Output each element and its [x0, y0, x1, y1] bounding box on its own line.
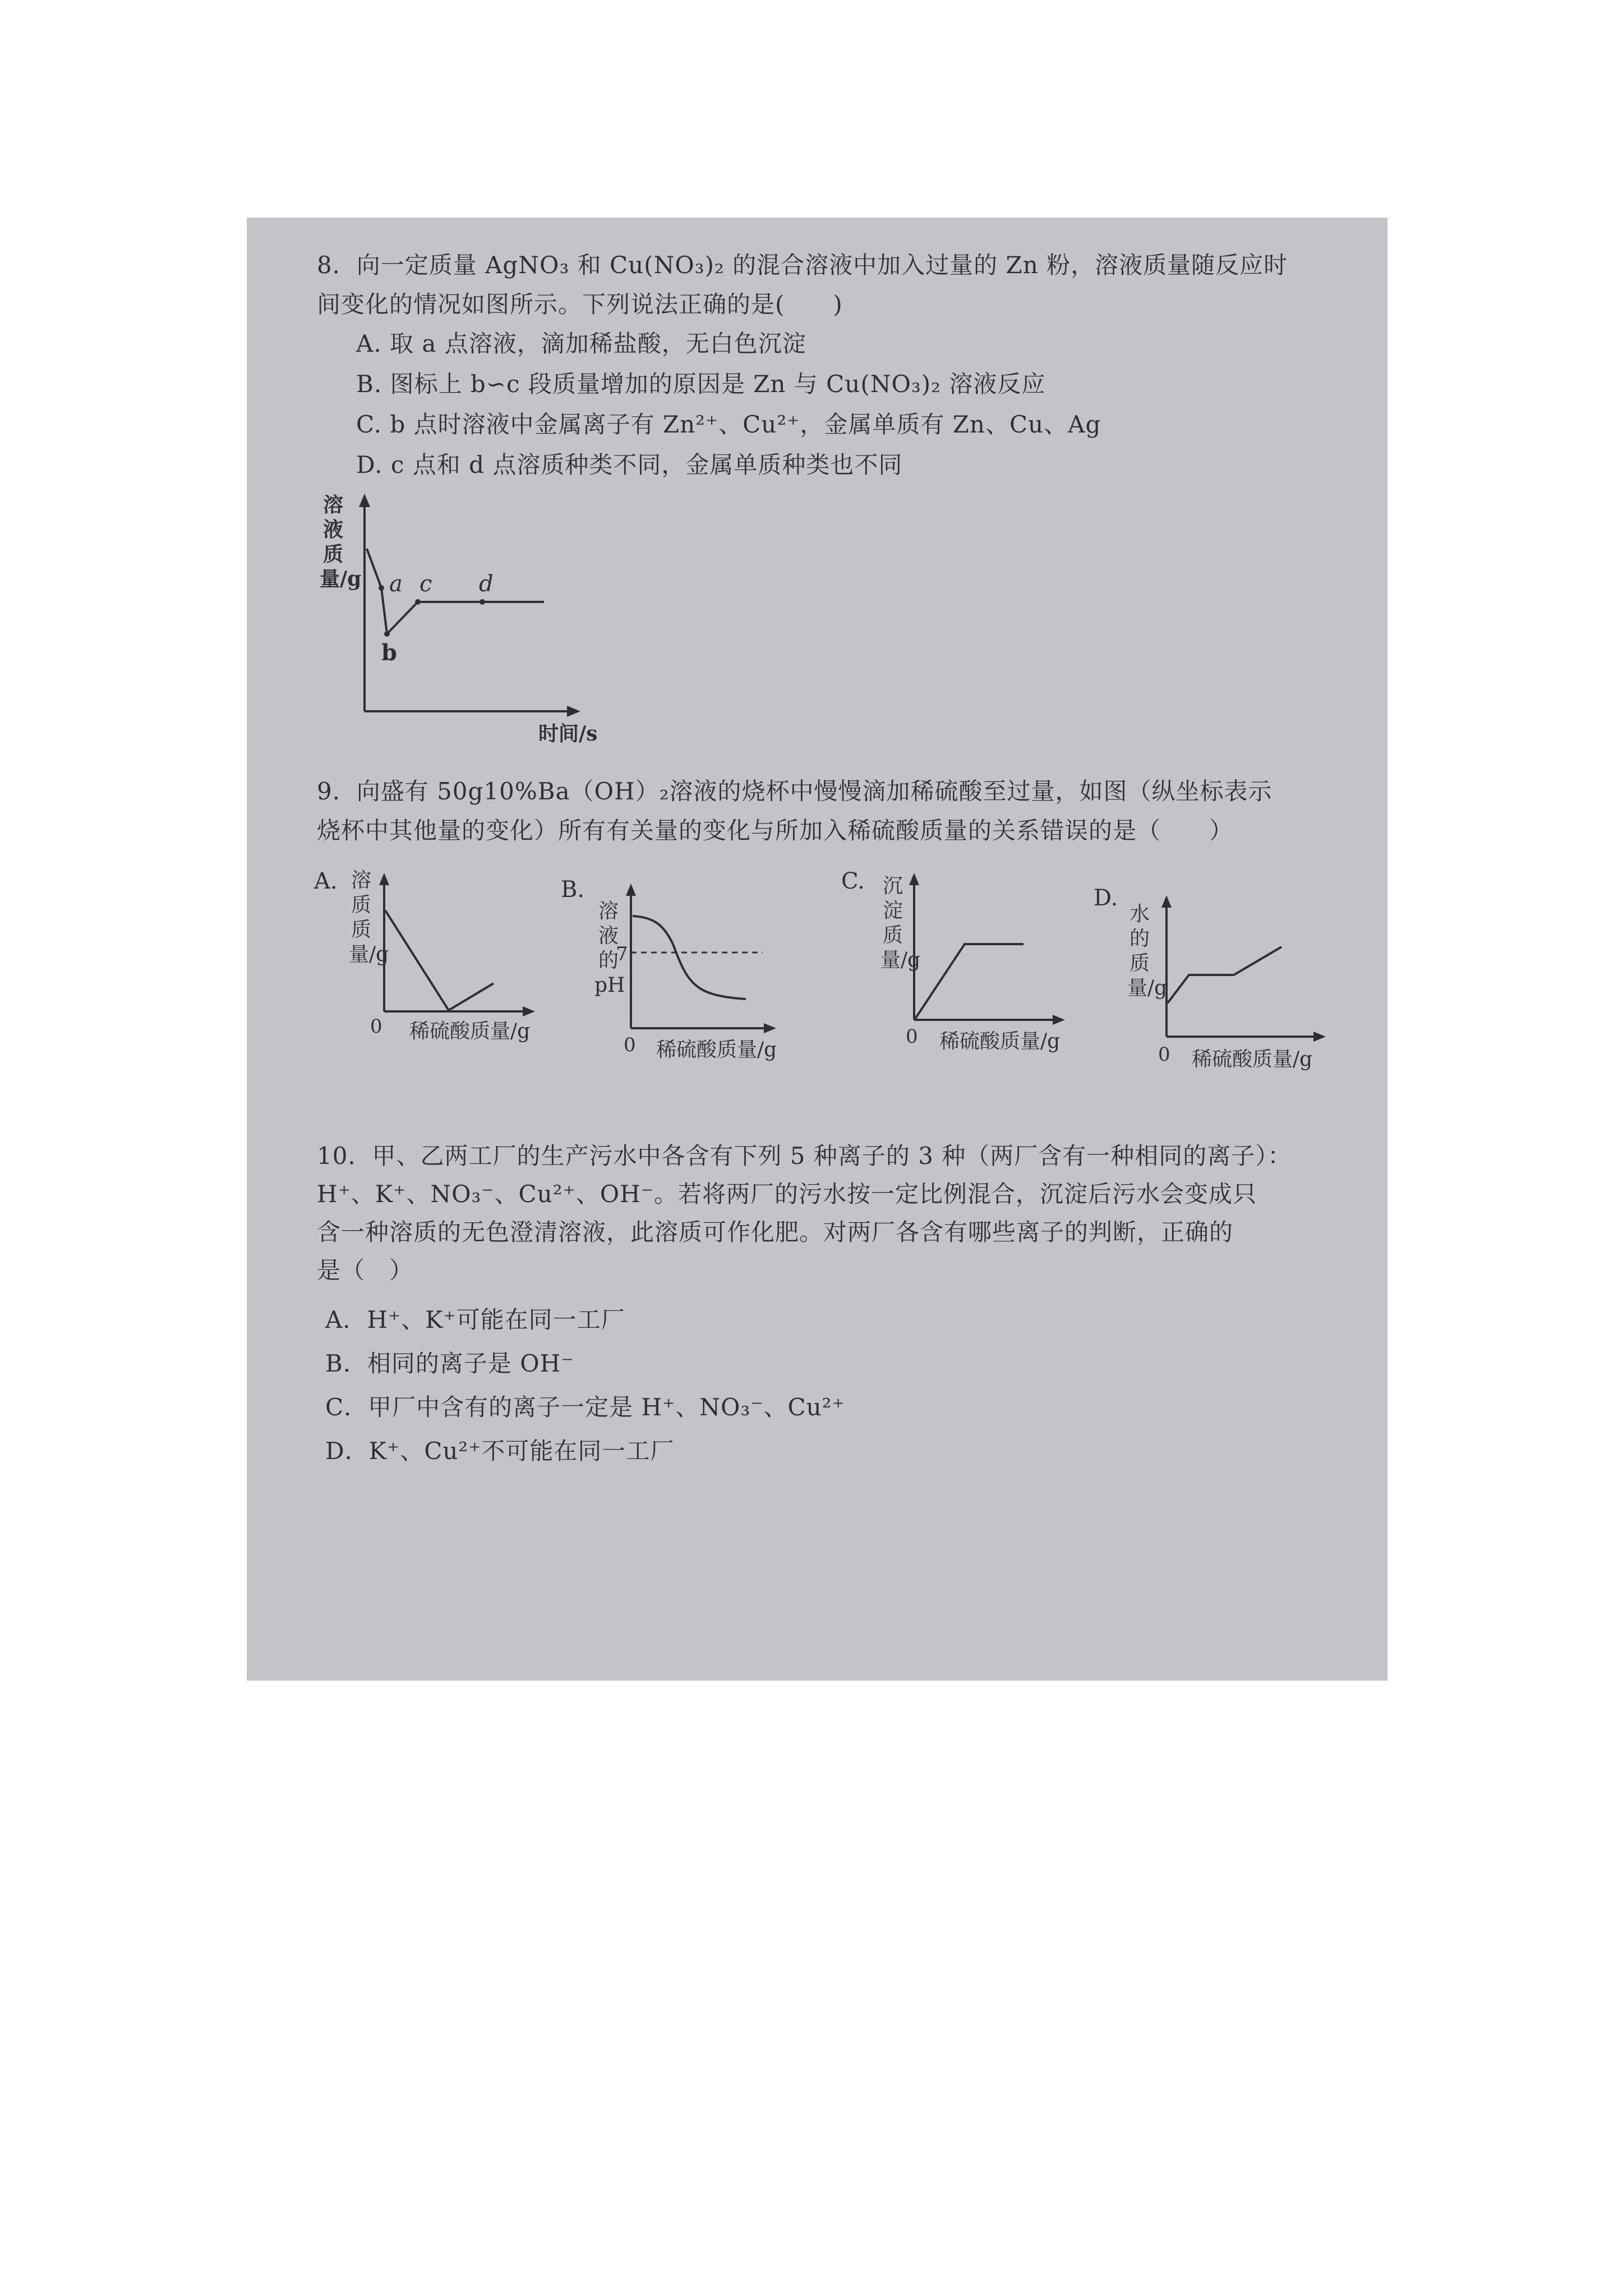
q8-graph-plot	[320, 487, 611, 745]
q9-graph-d-xlabel: 稀硫酸质量/g	[1192, 1048, 1313, 1071]
q10-stem-line1: 10．甲、乙两工厂的生产污水中各含有下列 5 种离子的 3 种（两厂含有一种相同的离子）：	[317, 1142, 1292, 1170]
q9-graph-c-curve	[915, 944, 1023, 1019]
q9-graph-b-ylabel: 溶液的pH	[594, 900, 625, 997]
q8-graph-xlabel: 时间/s	[538, 722, 598, 746]
q9-graph-b-curve	[633, 916, 746, 999]
q9-graph-c-xlabel: 稀硫酸质量/g	[939, 1030, 1061, 1053]
q8-y-arrow	[359, 494, 370, 507]
q9-graph-b-xlabel: 稀硫酸质量/g	[656, 1038, 777, 1061]
q10-option-d: D．K⁺、Cu²⁺不可能在同一工厂	[325, 1437, 675, 1465]
q8-option-b: B. 图标上 b∽c 段质量增加的原因是 Zn 与 Cu(NO₃)₂ 溶液反应	[356, 370, 1046, 398]
q10-stem-line3: 含一种溶质的无色澄清溶液，此溶质可作化肥。对两厂各含有哪些离子的判断，正确的	[317, 1218, 1234, 1246]
q8-x-arrow	[567, 706, 580, 717]
q8-label-c: c	[419, 571, 432, 597]
q9-graph-c-letter: C.	[841, 868, 865, 894]
q9-graph-a-letter: A.	[314, 868, 338, 894]
q9-stem-line1: 9．向盛有 50g10%Ba（OH）₂溶液的烧杯中慢慢滴加稀硫酸至过量，如图（纵坐标表示	[317, 777, 1272, 805]
q8-point-a	[379, 585, 384, 591]
q10-option-c: C．甲厂中含有的离子一定是 H⁺、NO₃⁻、Cu²⁺	[325, 1393, 845, 1421]
q8-point-d	[479, 599, 485, 605]
q8-option-d: D. c 点和 d 点溶质种类不同，金属单质种类也不同	[356, 451, 903, 478]
q8-graph-ylabel: 溶液质量/g	[320, 493, 362, 591]
q8-stem-line1: 8．向一定质量 AgNO₃ 和 Cu(NO₃)₂ 的混合溶液中加入过量的 Zn 粉，溶液质量随反应时	[317, 251, 1288, 279]
q9-graph-a-ylabel: 溶质质量/g	[349, 869, 389, 966]
q8-graph	[320, 487, 611, 745]
q9-graph-a-xlabel: 稀硫酸质量/g	[409, 1020, 531, 1043]
q9-stem-line2: 烧杯中其他量的变化）所有有关量的变化与所加入稀硫酸质量的关系错误的是（ ）	[317, 817, 1234, 844]
q8-label-d: d	[479, 571, 494, 597]
q9-graph-a-origin: 0	[370, 1015, 382, 1038]
q10-option-b: B．相同的离子是 OH⁻	[325, 1350, 574, 1377]
q9-graph-d-curve	[1168, 947, 1281, 1003]
q9-graph-d-letter: D.	[1094, 885, 1118, 911]
q9-graph-d-ylabel: 水的质量/g	[1127, 903, 1168, 1000]
q8-point-c	[415, 599, 421, 605]
q9-graph-b-ref-value: 7	[616, 943, 628, 965]
q10-option-a: A．H⁺、K⁺可能在同一工厂	[325, 1306, 625, 1333]
q9-graph-b	[561, 877, 796, 1068]
q8-label-b: b	[381, 639, 397, 666]
q8-label-a: a	[389, 571, 403, 597]
q8-point-b	[384, 631, 390, 637]
q9-graph-d	[1094, 885, 1340, 1076]
q9-graph-b-letter: B.	[561, 877, 585, 903]
q9-graph-c-ylabel: 沉淀质量/g	[880, 875, 921, 972]
q9-graph-a	[314, 868, 550, 1053]
q8-option-c: C. b 点时溶液中金属离子有 Zn²⁺、Cu²⁺，金属单质有 Zn、Cu、Ag	[356, 411, 1101, 438]
q9-graph-c-origin: 0	[906, 1025, 918, 1048]
q9-graph-b-origin: 0	[624, 1034, 636, 1056]
q9-graph-a-curve	[385, 910, 494, 1010]
q9-graph-c	[841, 868, 1077, 1053]
q8-stem-line2: 间变化的情况如图所示。下列说法正确的是( )	[317, 291, 843, 318]
q8-option-a: A. 取 a 点溶液，滴加稀盐酸，无白色沉淀	[356, 330, 806, 357]
q9-graph-d-origin: 0	[1158, 1043, 1170, 1066]
q10-stem-line4: 是（ ）	[317, 1257, 414, 1284]
exam-sheet	[247, 218, 1387, 1681]
q10-stem-line2: H⁺、K⁺、NO₃⁻、Cu²⁺、OH⁻。若将两厂的污水按一定比例混合，沉淀后污水会变成只	[317, 1180, 1257, 1208]
